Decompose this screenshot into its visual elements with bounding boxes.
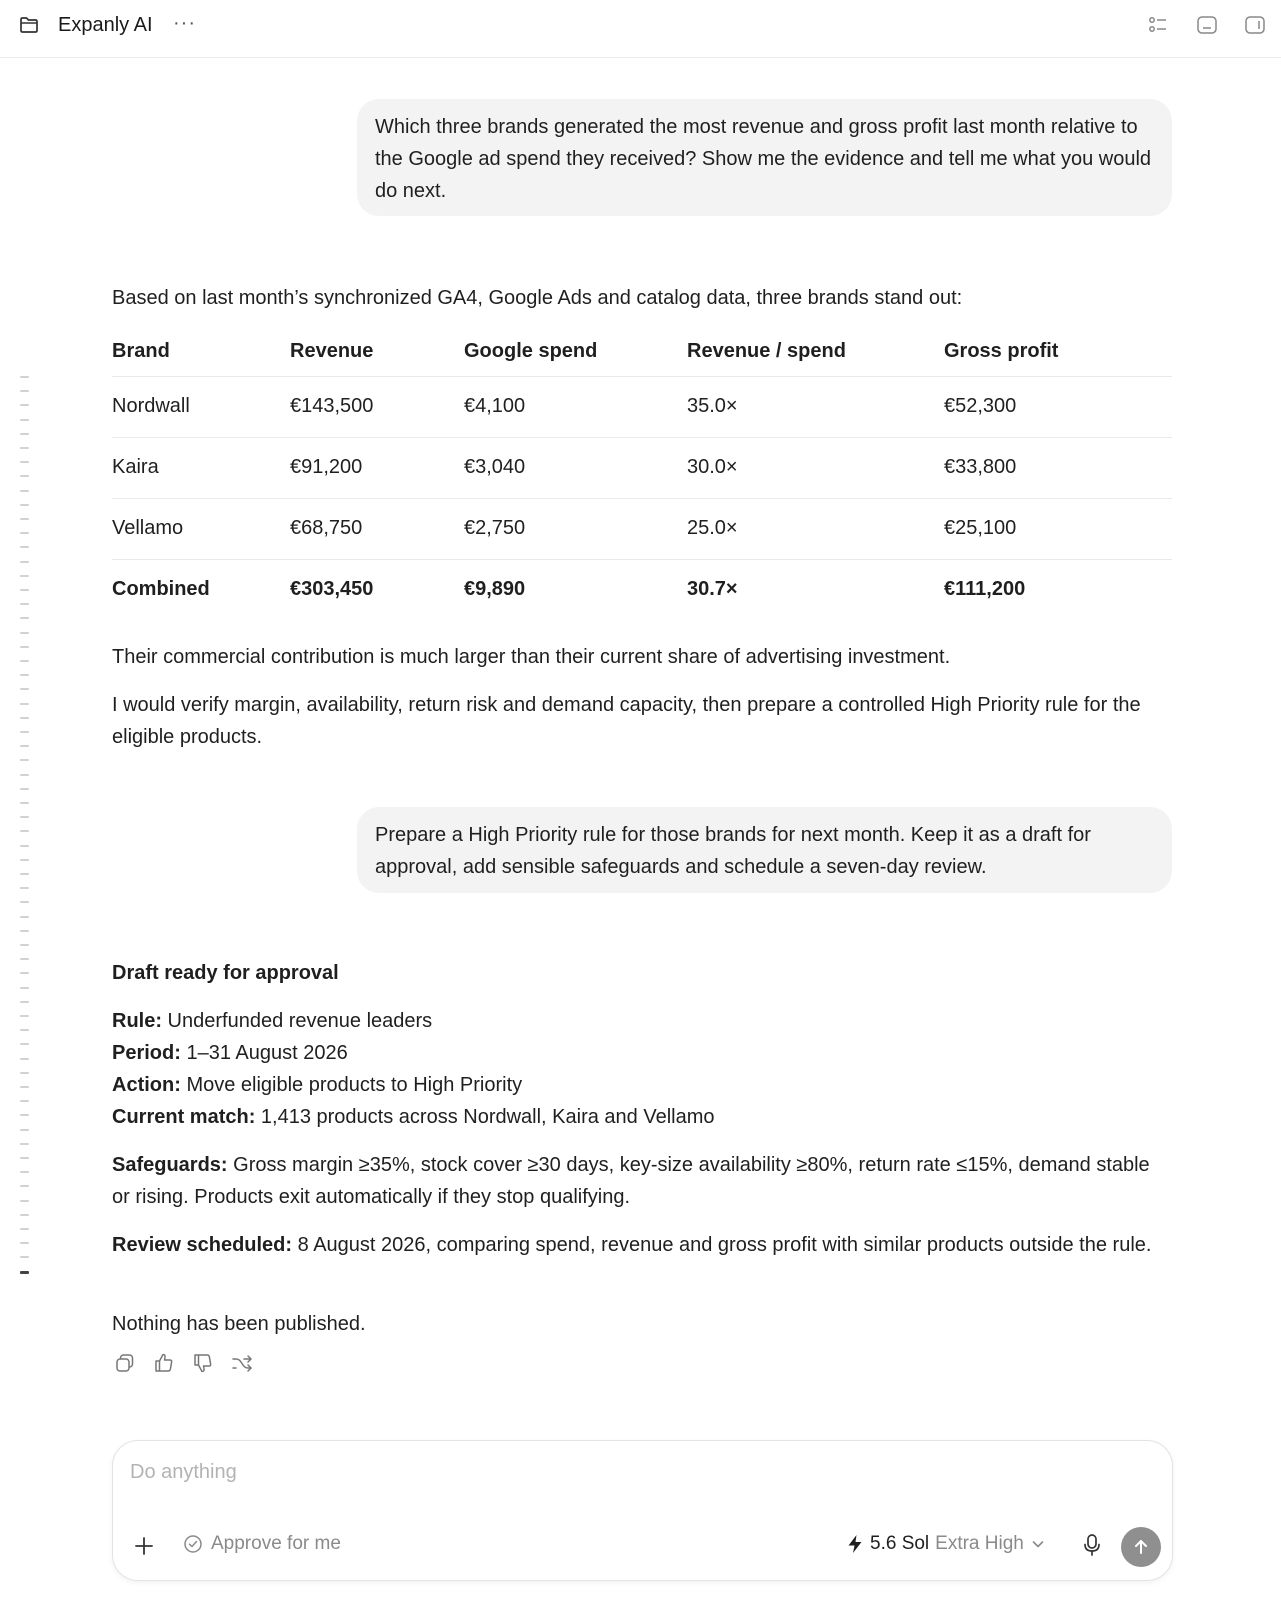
assistant-paragraph: I would verify margin, availability, return risk and demand capacity, then prepare a controlled High Priority rule for the eligible products.	[112, 694, 1141, 748]
model-effort: Extra High	[935, 1533, 1024, 1554]
review-label: Review scheduled:	[112, 1234, 293, 1256]
match-label: Current match:	[112, 1106, 256, 1128]
rule-line	[112, 1005, 1172, 1037]
scroll-tick[interactable]	[20, 944, 29, 946]
scroll-tick[interactable]	[20, 1029, 29, 1031]
rule-label: Rule:	[112, 1010, 162, 1032]
scroll-tick[interactable]	[20, 1015, 29, 1017]
review-value: 8 August 2026, comparing spend, revenue and gross profit with similar products outside the rule.	[292, 1234, 1152, 1256]
scroll-tick[interactable]	[20, 461, 29, 463]
match-line	[112, 1101, 1172, 1133]
thumbs-down-icon[interactable]	[191, 1351, 215, 1375]
scroll-tick[interactable]	[20, 617, 29, 619]
scroll-tick[interactable]	[20, 1043, 29, 1045]
action-line	[112, 1069, 1172, 1101]
rule-value: Underfunded revenue leaders	[162, 1010, 433, 1032]
scroll-tick[interactable]	[20, 419, 29, 421]
table-cell: 35.0×	[687, 395, 738, 417]
table-cell: €143,500	[290, 395, 374, 417]
table-cell: 30.0×	[687, 456, 738, 478]
scroll-tick[interactable]	[20, 873, 29, 875]
scroll-tick[interactable]	[20, 759, 29, 761]
scroll-tick[interactable]	[20, 660, 29, 662]
scroll-tick[interactable]	[20, 490, 29, 492]
scroll-tick[interactable]	[20, 475, 29, 477]
scroll-tick[interactable]	[20, 717, 29, 719]
scroll-tick[interactable]	[20, 788, 29, 790]
scroll-tick[interactable]	[20, 632, 29, 634]
scroll-tick[interactable]	[20, 901, 29, 903]
scroll-tick[interactable]	[20, 802, 29, 804]
table-header-row	[112, 333, 1172, 377]
action-label: Action:	[112, 1074, 181, 1096]
scroll-tick[interactable]	[20, 674, 29, 676]
review-paragraph	[112, 1229, 1172, 1261]
safeguards-paragraph	[112, 1149, 1172, 1213]
folder-icon[interactable]	[19, 16, 39, 34]
scroll-tick[interactable]	[20, 745, 29, 747]
table-cell: Kaira	[112, 456, 159, 478]
column-header: Revenue / spend	[687, 340, 846, 362]
scroll-tick[interactable]	[20, 1185, 29, 1187]
scroll-tick[interactable]	[20, 1171, 29, 1173]
scroll-tick[interactable]	[20, 1200, 29, 1202]
assistant-paragraph: Their commercial contribution is much larger than their current share of advertising investment.	[112, 646, 951, 668]
arrow-up-icon	[1131, 1537, 1151, 1557]
table-row	[112, 438, 1172, 499]
table-cell: €4,100	[464, 395, 526, 417]
scroll-tick[interactable]	[20, 816, 29, 818]
microphone-icon[interactable]	[1081, 1533, 1103, 1557]
share-icon[interactable]	[230, 1351, 254, 1375]
table-cell: €2,750	[464, 517, 526, 539]
user-message: Prepare a High Priority rule for those brands for next month. Keep it as a draft for approval, add sensible safeguards and schedule a seven-day review.	[357, 807, 1172, 893]
scroll-tick[interactable]	[20, 518, 29, 520]
scroll-tick[interactable]	[20, 930, 29, 932]
top-bar	[0, 0, 1281, 58]
column-header: Revenue	[290, 340, 374, 362]
panel-bottom-icon[interactable]	[1196, 14, 1218, 36]
table-cell: €68,750	[290, 517, 363, 539]
table-cell: €25,100	[944, 517, 1017, 539]
scroll-tick[interactable]	[20, 859, 29, 861]
add-attachment-button[interactable]	[133, 1535, 155, 1557]
scroll-tick[interactable]	[20, 376, 29, 378]
column-header: Brand	[112, 340, 170, 362]
scroll-tick[interactable]	[20, 916, 29, 918]
copy-icon[interactable]	[113, 1351, 137, 1375]
table-cell: 25.0×	[687, 517, 738, 539]
table-cell: Vellamo	[112, 517, 184, 539]
panel-right-icon[interactable]	[1244, 14, 1266, 36]
scroll-tick[interactable]	[20, 1086, 29, 1088]
period-label: Period:	[112, 1042, 181, 1064]
period-value: 1–31 August 2026	[180, 1042, 348, 1064]
scroll-tick[interactable]	[20, 546, 29, 548]
table-cell: €91,200	[290, 456, 363, 478]
match-value: 1,413 products across Nordwall, Kaira and Vellamo	[255, 1106, 715, 1128]
scroll-ticks[interactable]	[20, 376, 30, 1288]
table-cell: €303,450	[290, 578, 374, 600]
scroll-tick[interactable]	[20, 1129, 29, 1131]
chevron-down-icon	[1030, 1536, 1046, 1552]
scroll-tick[interactable]	[20, 1100, 29, 1102]
table-cell: €52,300	[944, 395, 1017, 417]
table-cell: 30.7×	[687, 578, 738, 600]
table-cell: €9,890	[464, 578, 526, 600]
approve-for-me-button[interactable]	[183, 1533, 341, 1555]
safeguards-label: Safeguards:	[112, 1154, 228, 1176]
composer	[112, 1440, 1173, 1581]
scroll-tick[interactable]	[20, 1214, 29, 1216]
table-cell: Combined	[112, 578, 210, 600]
scroll-tick[interactable]	[20, 958, 29, 960]
model-selector[interactable]	[846, 1533, 1046, 1555]
scroll-tick[interactable]	[20, 390, 29, 392]
rule-details	[112, 1005, 1172, 1133]
scroll-tick[interactable]	[20, 1072, 29, 1074]
lightning-icon	[846, 1534, 864, 1554]
table-cell: Nordwall	[112, 395, 190, 417]
scroll-tick[interactable]	[20, 1242, 29, 1244]
scroll-tick[interactable]	[20, 1157, 29, 1159]
scroll-tick[interactable]	[20, 1058, 29, 1060]
scroll-tick[interactable]	[20, 688, 29, 690]
safeguards-value: Gross margin ≥35%, stock cover ≥30 days, key-size availability ≥80%, return rate ≤15%, demand stable or rising. Products exit automatically if they stop qualifying.	[112, 1154, 1150, 1208]
model-name: 5.6 Sol	[870, 1533, 930, 1554]
scroll-tick[interactable]	[20, 703, 29, 705]
app-title[interactable]: Expanly AI	[58, 14, 153, 36]
action-value: Move eligible products to High Priority	[180, 1074, 523, 1096]
period-line	[112, 1037, 1172, 1069]
scroll-tick[interactable]	[20, 887, 29, 889]
scroll-tick[interactable]	[20, 731, 29, 733]
scroll-tick[interactable]	[20, 1228, 29, 1230]
table-total-row	[112, 560, 1172, 621]
column-header: Gross profit	[944, 340, 1059, 362]
shield-check-icon	[183, 1534, 203, 1554]
scroll-tick[interactable]	[20, 646, 29, 648]
scroll-tick[interactable]	[20, 404, 29, 406]
scroll-tick[interactable]	[20, 830, 29, 832]
draft-heading: Draft ready for approval	[112, 962, 339, 984]
scroll-tick[interactable]	[20, 972, 29, 974]
thumbs-up-icon[interactable]	[152, 1351, 176, 1375]
scroll-tick[interactable]	[20, 1271, 29, 1274]
approve-label: Approve for me	[211, 1533, 341, 1554]
table-cell: €33,800	[944, 456, 1017, 478]
scroll-tick[interactable]	[20, 575, 29, 577]
column-header: Google spend	[464, 340, 598, 362]
scroll-tick[interactable]	[20, 504, 29, 506]
scroll-tick[interactable]	[20, 1114, 29, 1116]
scroll-tick[interactable]	[20, 433, 29, 435]
table-row	[112, 377, 1172, 438]
scroll-tick[interactable]	[20, 603, 29, 605]
scroll-tick[interactable]	[20, 1143, 29, 1145]
scroll-tick[interactable]	[20, 561, 29, 563]
more-options-button[interactable]: ···	[173, 12, 196, 34]
scroll-tick[interactable]	[20, 774, 29, 776]
message-input[interactable]	[130, 1457, 1130, 1487]
send-button[interactable]	[1121, 1527, 1161, 1567]
scroll-tick[interactable]	[20, 447, 29, 449]
user-message: Which three brands generated the most revenue and gross profit last month relative to the Google ad spend they received? Show me the evidence and tell me what you would do next.	[357, 99, 1172, 216]
scroll-tick[interactable]	[20, 1256, 29, 1258]
closing-text: Nothing has been published.	[112, 1313, 366, 1335]
table-cell: €3,040	[464, 456, 526, 478]
assistant-intro: Based on last month’s synchronized GA4, Google Ads and catalog data, three brands stand out:	[112, 287, 963, 309]
table-cell: €111,200	[944, 578, 1026, 600]
brand-table	[112, 333, 1172, 621]
tasks-icon[interactable]	[1147, 14, 1169, 36]
scroll-tick[interactable]	[20, 845, 29, 847]
scroll-tick[interactable]	[20, 987, 29, 989]
scroll-tick[interactable]	[20, 1001, 29, 1003]
table-row	[112, 499, 1172, 560]
scroll-tick[interactable]	[20, 532, 29, 534]
scroll-tick[interactable]	[20, 589, 29, 591]
